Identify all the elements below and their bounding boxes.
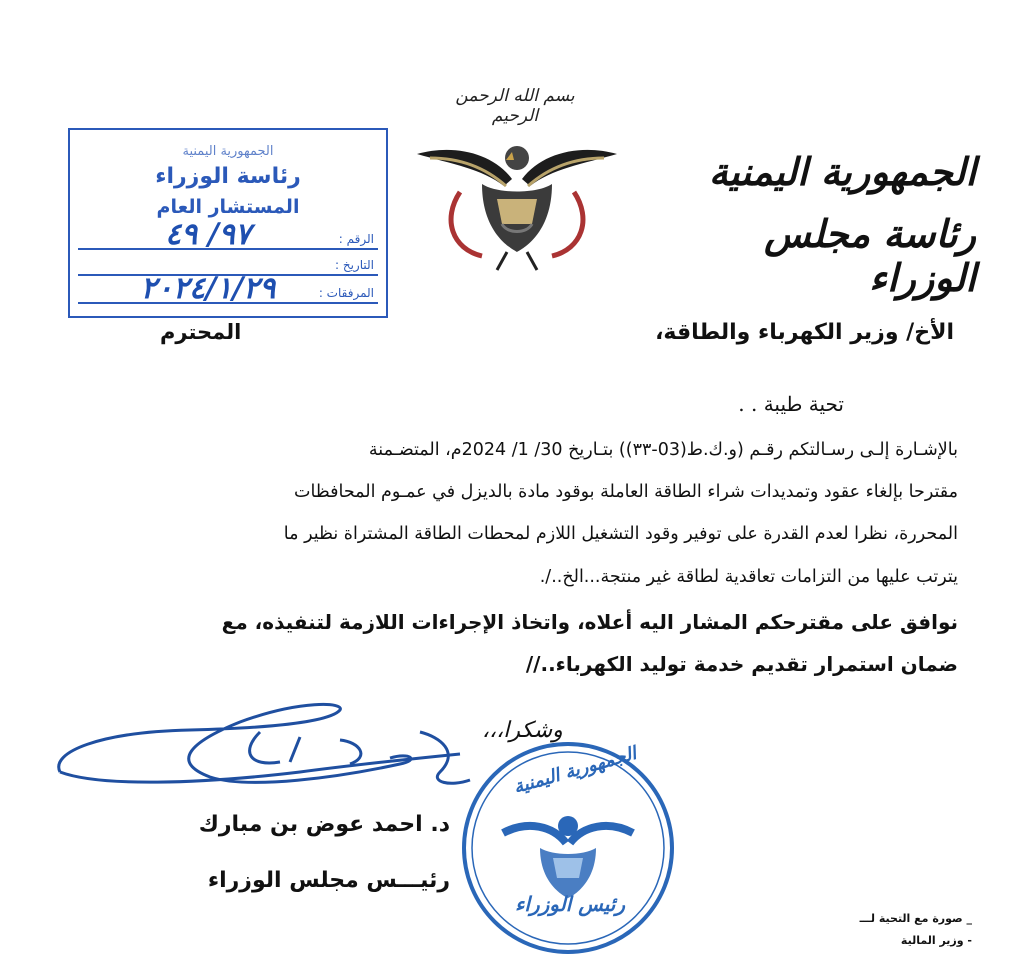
cc-label: _ صورة مع التحية لـــ <box>859 912 972 925</box>
greeting: تحية طيبة . . <box>738 392 844 416</box>
government-title: الجمهورية اليمنية <box>708 149 976 194</box>
seal-bottom-text: رئيس الوزراء <box>515 892 625 916</box>
body-paragraph-line: بالإشـارة إلـى رسـالتكم رقـم (و.ك.ط(03-٣٣)) بتـاريخ 30/ 1/ 2024م، المتضـمنة <box>368 440 958 460</box>
registry-number-value: ٩٧/ ٤٩ <box>165 217 251 252</box>
body-paragraph-line: مقترحا بإلغاء عقود وتمديدات شراء الطاقة العاملة بوقود مادة بالديزل في عمـوم المحافظات <box>293 482 958 502</box>
registry-stamp-organization: رئاسة الوزراء <box>155 164 301 189</box>
registry-stamp <box>68 128 388 318</box>
signer-name: د. احمد عوض بن مبارك <box>198 812 450 837</box>
cc-item: - وزير المالية <box>900 934 972 947</box>
decision-line: نوافق على مقترحكم المشار اليه أعلاه، واتخاذ الإجراءات اللازمة لتنفيذه، مع <box>221 610 958 634</box>
body-paragraph-line: المحررة، نظرا لعدم القدرة على توفير وقود التشغيل اللازم لمحطات الطاقة المشتراة نظير ما <box>283 524 958 544</box>
basmala: بسم الله الرحمن الرحيم <box>455 86 575 126</box>
registry-attachments-row <box>78 271 378 306</box>
registry-attachments-label: المرفقات : <box>318 286 374 300</box>
signer-title: رئيـــس مجلس الوزراء <box>207 868 450 893</box>
registry-date-label: التاريخ : <box>334 258 374 272</box>
closing-thanks: وشكرا،،، <box>482 718 563 743</box>
registry-number-label: الرقم : <box>338 232 374 246</box>
body-paragraph-line: يترتب عليها من التزامات تعاقدية لطاقة غير منتجة...الخ../. <box>539 567 958 587</box>
registry-stamp-header: الجمهورية اليمنية <box>182 144 274 159</box>
registry-stamp-office: المستشار العام <box>156 196 300 218</box>
recipient-line: الأخ/ وزير الكهرباء والطاقة، <box>655 320 954 345</box>
presidency-title: رئاسة مجلس الوزراء <box>764 211 976 300</box>
registry-number-row <box>78 217 378 252</box>
registry-attachments-value: ٢٠٢٤/١/٢٩ <box>140 271 276 306</box>
recipient-honorific: المحترم <box>160 320 242 344</box>
seal-top-text: الجمهورية اليمنية <box>511 742 639 799</box>
yemen-eagle-emblem-icon <box>412 124 622 274</box>
handwritten-signature <box>40 692 510 812</box>
decision-line: ضمان استمرار تقديم خدمة توليد الكهرباء..// <box>525 652 958 676</box>
